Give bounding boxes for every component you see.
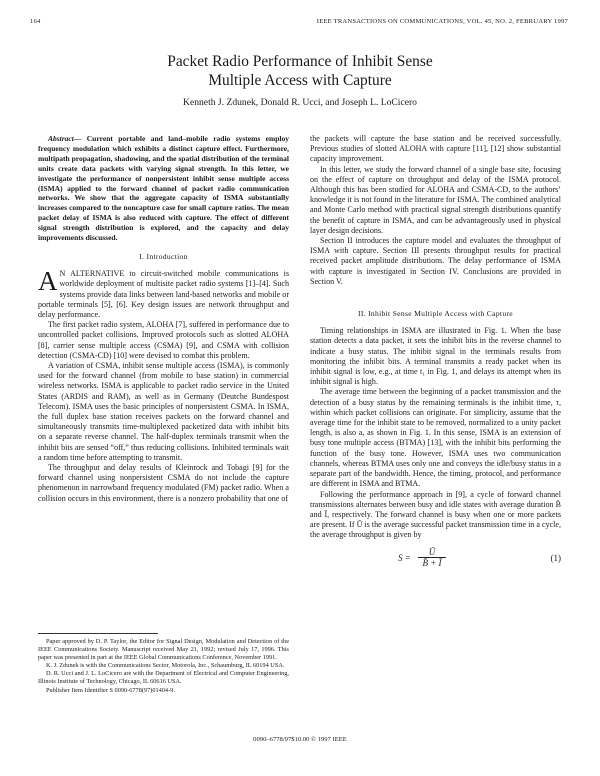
footnote-publisher-id: Publisher Item Identifier S 0090-6778(97)01404-9. bbox=[46, 686, 175, 694]
intro-paragraph-1 bbox=[38, 266, 289, 320]
intro-paragraph-1-text: N ALTERNATIVE to circuit-switched mobile communications is worldwide deployment of multisite packet radio systems [1]–[4]. Such systems provide data links between land-based networks and mobile or portable terminals [5], [6]. Key design issues are network throughput and delay performance. bbox=[38, 269, 289, 319]
section2-paragraph-1: Timing relationships in ISMA are illustrated in Fig. 1. When the base station detects a data packet, it sets the inhibit bits in the reverse channel to indicate a busy status. The inhibit signal in the terminals results from monitoring the inhibit bits. A terminal transmits a ready packet when its inhibit signal is low, e.g., at time t₁ in Fig. 1, and delays its attempt when its inhibit signal is high. bbox=[310, 326, 561, 387]
title-line-2: Multiple Access with Capture bbox=[208, 72, 392, 89]
section2-paragraph-3: Following the performance approach in [9], a cycle of forward channel transmissions alternates between busy and idle states with average duration B̄ and Ī, respectively. The forward channel is busy when one or more packets are present. If Ū is the average successful packet transmission time in a cycle, the average throughput is given by bbox=[310, 489, 561, 540]
title-line-1: Packet Radio Performance of Inhibit Sense bbox=[167, 53, 433, 70]
right-column bbox=[310, 134, 561, 569]
author-list: Kenneth J. Zdunek, Donald R. Ucci, and Joseph L. LoCicero bbox=[183, 97, 417, 108]
left-column bbox=[38, 134, 289, 504]
equation-number: (1) bbox=[550, 552, 561, 563]
section2-paragraph-2: The average time between the beginning of a packet transmission and the detection of a busy status by the remaining terminals is the inhibit time, τ, within which packet collisions can originate. For simplicity, assume that the average time for the inhibit state to be removed, normalized to a unity packet length, is also a, as shown in Fig. 1. In this sense, ISMA is an extension of busy tone multiple access (BTMA) [13], with the inhibit bits performing the function of the busy tone. However, ISMA uses two communication channels, whereas BTMA uses only one and conveys the idle/busy status in a separate part of the bandwidth. Hence, the timing, protocol, and performance are different in ISMA and BTMA. bbox=[310, 387, 561, 489]
footnote-ucci-locicero: D. R. Ucci and J. L. LoCicero are with the Department of Electrical and Computer Engineering, Illinois Institute of Technology, Chicago, IL 60616 USA. bbox=[38, 670, 289, 686]
section-heading-isma-capture: II. Inhibit Sense Multiple Access with Capture bbox=[358, 309, 513, 319]
right-paragraph-2: In this letter, we study the forward channel of a single base site, focusing on the effect of capture on throughput and delay of the ISMA protocol. Although this has been studied for ALOHA and CSMA-CD, to the authors’ knowledge it is not found in the literature for ISMA. The combined analytical and Monte Carlo method with practical signal strength distributions quantify the benefit of capture in ISMA, and can be advantageously used in physical layer design decisions. bbox=[310, 164, 561, 235]
intro-paragraph-2: The first packet radio system, ALOHA [7], suffered in performance due to uncontrolled packet collisions. Improved protocols such as slotted ALOHA [8], carrier sense multiple access (CSMA) [9], and CSMA with collision detection (CSMA-CD) [10] were devised to combat this problem. bbox=[38, 320, 289, 360]
copyright-line: 0090–6778/97$10.00 © 1997 IEEE bbox=[253, 736, 347, 743]
intro-paragraph-3: A variation of CSMA, inhibit sense multiple access (ISMA), is commonly used for the forward channel (from mobile to base station) in commercial wireless networks. ISMA is applicable to packet radio service in the United States (ARDIS and RAM), as well as in Germany (Deutche Bundespost Telecom). ISMA uses the basic principles of nonpersistent CSMA. In ISMA, the full duplex base station receives packets on the forward channel and simultaneously transmits time-multiplexed packetized data with inhibit bits on a separate reverse channel. The half-duplex terminals transmit when the inhibit bits are sensed “off,” thus reducing collisions. Inhibited terminals wait a random time before attempting to transmit. bbox=[38, 361, 289, 462]
equation-denominator: B̄ + Ī bbox=[422, 557, 442, 568]
page-number: 164 bbox=[30, 18, 41, 25]
abstract-label: Abstract— bbox=[48, 134, 82, 143]
footnote-rule bbox=[38, 633, 158, 634]
section-heading-introduction: I. Introduction bbox=[139, 251, 188, 261]
equation-numerator: Ū bbox=[418, 547, 446, 558]
running-header bbox=[30, 18, 568, 30]
intro-paragraph-4: The throughput and delay results of Kleinrock and Tobagi [9] for the forward channel using nonpersistent CSMA do not include the capture phenomenon in narrowband frequency modulated (FM) packet radio. When a collision occurs in this environment, there is a nonzero probability that one of bbox=[38, 463, 289, 503]
equation-1 bbox=[310, 547, 561, 569]
drop-cap: A bbox=[38, 266, 58, 297]
paper-title bbox=[0, 52, 600, 90]
equation-lhs: S = bbox=[398, 552, 411, 563]
abstract bbox=[38, 134, 289, 243]
footnote-zdunek: K. J. Zdunek is with the Communications Sector, Motorola, Inc., Schaumburg, IL 60194 USA. bbox=[46, 662, 285, 670]
footnotes bbox=[38, 625, 289, 695]
journal-name: IEEE TRANSACTIONS ON COMMUNICATIONS, VOL. 45, NO. 2, FEBRUARY 1997 bbox=[316, 18, 568, 25]
abstract-text: Current portable and land–mobile radio systems employ frequency modulation which exhibits a distinct capture effect. Furthermore, multipath propagation, shadowing, and the spatial distribution of the terminal units create data packets with varying signal strength. In this letter, we investigate the performance of nonpersistent inhibit sense multiple access (ISMA) applied to the forward channel of packet radio communication networks. We show that the aggregate capacity of ISMA substantially increases compared to the noncapture case for small capture ratios. The mean packet delay of ISMA is also reduced with capture. The effect of different signal strength distribution is explored, and the capacity and delay improvements discussed. bbox=[38, 134, 290, 243]
right-paragraph-3: Section II introduces the capture model and evaluates the throughput of ISMA with capture. Section III presents throughput results for practical received packet amplitude distributions. The delay performance of ISMA with capture is investigated in Section IV. Conclusions are provided in Section V. bbox=[310, 236, 561, 286]
right-paragraph-1: the packets will capture the base station and be received successfully. Previous studies of slotted ALOHA with capture [11], [12] show substantial capacity improvement. bbox=[310, 134, 561, 164]
footnote-editor: Paper approved by D. P. Taylor, the Editor for Signal Design, Modulation and Detection of the IEEE Communications Society. Manuscript received May 21, 1992; revised July 17, 1996. This paper was presented in part at the IEEE Global Communications Conference, November 1991. bbox=[38, 638, 289, 662]
equation-fraction bbox=[418, 547, 446, 569]
